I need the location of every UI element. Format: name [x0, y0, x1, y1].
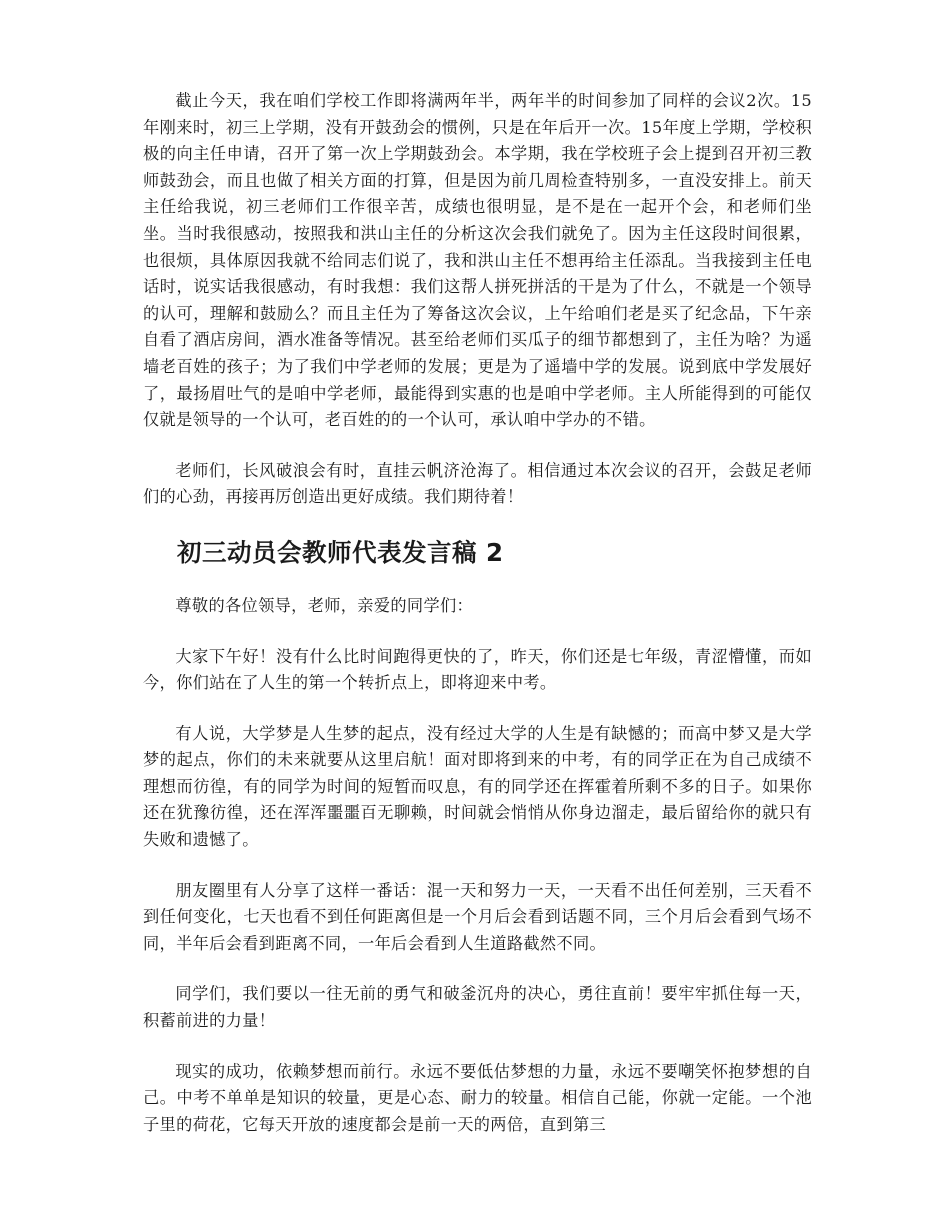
section-heading: 初三动员会教师代表发言稿 2 [177, 537, 504, 567]
paragraph: 有人说，大学梦是人生梦的起点，没有经过大学的人生是有缺憾的；而高中梦又是大学梦的起点，你们的未来就要从这里启航！面对即将到来的中考，有的同学正在为自己成绩不理想而彷徨，有的同学为时间的短暂而叹息，有的同学还在挥霍着所剩不多的日子。如果你还在犹豫彷徨，还在浑浑噩噩百无聊赖，时间就会悄悄从你身边溜走，最后留给你的就只有失败和遗憾了。 [143, 723, 812, 850]
paragraph: 截止今天，我在咱们学校工作即将满两年半，两年半的时间参加了同样的会议2次。15年刚来时，初三上学期，没有开鼓劲会的惯例，只是在年后开一次。15年度上学期，学校积极的向主任申请，召开了第一次上学期鼓劲会。本学期，我在学校班子会上提到召开初三教师鼓劲会，而且也做了相关方面的打算，但是因为前几周检查特别多，一直没安排上。前天主任给我说，初三老师们工作很辛苦，成绩也很明显，是不是在一起开个会，和老师们坐坐。当时我很感动，按照我和洪山主任的分析这次会我们就免了。因为主任这段时间很累，也很烦，具体原因我就不给同志们说了，我和洪山主任不想再给主任添乱。当我接到主任电话时，说实话我很感动，有时我想：我们这帮人拼死拼活的干是为了什么，不就是一个领导的认可，理解和鼓励么？而且主任为了筹备这次会议，上午给咱们老是买了纪念品，下午亲自看了酒店房间，酒水准备等情况。甚至给老师们买瓜子的细节都想到了，主任为啥？为遥墙老百姓的孩子；为了我们中学老师的发展；更是为了遥墙中学的发展。说到底中学发展好了，最扬眉吐气的是咱中学老师，最能得到实惠的也是咱中学老师。主人所能得到的可能仅仅就是领导的一个认可，老百姓的的一个认可，承认咱中学办的不错。 [143, 91, 812, 430]
paragraph: 同学们，我们要以一往无前的勇气和破釜沉舟的决心，勇往直前！要牢牢抓住每一天，积蓄前进的力量！ [143, 984, 812, 1031]
paragraph: 尊敬的各位领导，老师，亲爱的同学们： [175, 595, 474, 615]
paragraph: 大家下午好！没有什么比时间跑得更快的了，昨天，你们还是七年级，青涩懵懂，而如今，你们站在了人生的第一个转折点上，即将迎来中考。 [143, 646, 812, 693]
paragraph: 老师们，长风破浪会有时，直挂云帆济沧海了。相信通过本次会议的召开，会鼓足老师们的心劲，再接再厉创造出更好成绩。我们期待着！ [143, 460, 812, 507]
paragraph: 现实的成功，依赖梦想而前行。永远不要低估梦想的力量，永远不要嘲笑怀抱梦想的自己。中考不单单是知识的较量，更是心态、耐力的较量。相信自己能，你就一定能。一个池子里的荷花，它每天开放的速度都会是前一天的两倍，直到第三 [143, 1061, 812, 1134]
document-page [143, 88, 812, 1162]
paragraph: 朋友圈里有人分享了这样一番话：混一天和努力一天，一天看不出任何差别，三天看不到任何变化，七天也看不到任何距离但是一个月后会看到话题不同，三个月后会看到气场不同，半年后会看到距离不同，一年后会看到人生道路截然不同。 [143, 880, 812, 953]
